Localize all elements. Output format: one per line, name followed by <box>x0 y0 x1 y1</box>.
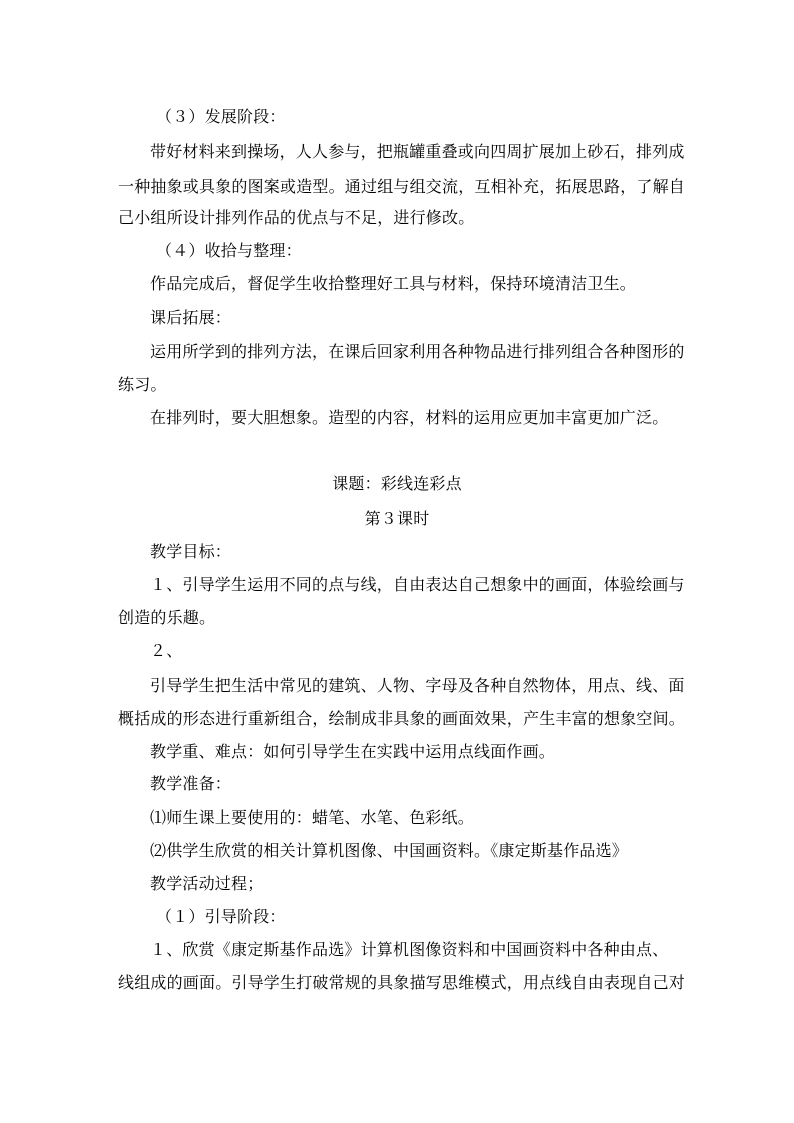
goal2-line1: 引导学生把生活中常见的建筑、人物、字母及各种自然物体，用点、线、面 <box>150 676 685 695</box>
process-heading: 教学活动过程； <box>150 874 264 893</box>
stage1-line1: １、欣赏《康定斯基作品选》计算机图像资料和中国画资料中各种由点、 <box>150 940 669 959</box>
extension-para-line1: 运用所学到的排列方法，在课后回家利用各种物品进行排列组合各种图形的 <box>150 342 685 361</box>
goal2-line2: 概括成的形态进行重新组合，绘制成非具象的画面效果，产生丰富的想象空间。 <box>118 709 686 728</box>
goals-heading: 教学目标： <box>150 542 232 561</box>
section4-para: 作品完成后，督促学生收拾整理好工具与材料，保持环境清洁卫生。 <box>150 274 637 293</box>
stage1-line2: 线组成的画面。引导学生打破常规的具象描写思维模式，用点线自由表现自己对 <box>118 973 686 992</box>
goal1-line1: １、引导学生运用不同的点与线，自由表达自己想象中的画面，体验绘画与 <box>150 575 685 594</box>
section3-para-line3: 己小组所设计排列作品的优点与不足，进行修改。 <box>118 208 475 227</box>
section3-para-line2: 一种抽象或具象的图案或造型。通过组与组交流，互相补充，拓展思路，了解自 <box>118 177 686 196</box>
prep-heading: 教学准备： <box>150 774 232 793</box>
section4-heading: （４）收拾与整理： <box>156 241 302 260</box>
goal2-number: ２、 <box>150 641 183 660</box>
extension-para-line2: 练习。 <box>118 375 167 394</box>
section3-heading: （３）发展阶段： <box>156 107 286 126</box>
lesson-period: 第３课时 <box>364 509 430 528</box>
extension-para2: 在排列时，要大胆想象。造型的内容，材料的运用应更加丰富更加广泛。 <box>150 408 669 427</box>
stage1-heading: （１）引导阶段： <box>156 907 286 926</box>
prep-item-1: ⑴师生课上要使用的：蜡笔、水笔、色彩纸。 <box>150 808 475 827</box>
goal1-line2: 创造的乐趣。 <box>118 608 216 627</box>
prep-item-2: ⑵供学生欣赏的相关计算机图像、中国画资料。《康定斯基作品选》 <box>150 841 629 860</box>
key-points: 教学重、难点：如何引导学生在实践中运用点线面作画。 <box>150 742 556 761</box>
section3-para-line1: 带好材料来到操场，人人参与，把瓶罐重叠或向四周扩展加上砂石，排列成 <box>150 142 685 161</box>
extension-heading: 课后拓展： <box>150 308 232 327</box>
lesson-title: 课题：彩线连彩点 <box>332 474 462 493</box>
